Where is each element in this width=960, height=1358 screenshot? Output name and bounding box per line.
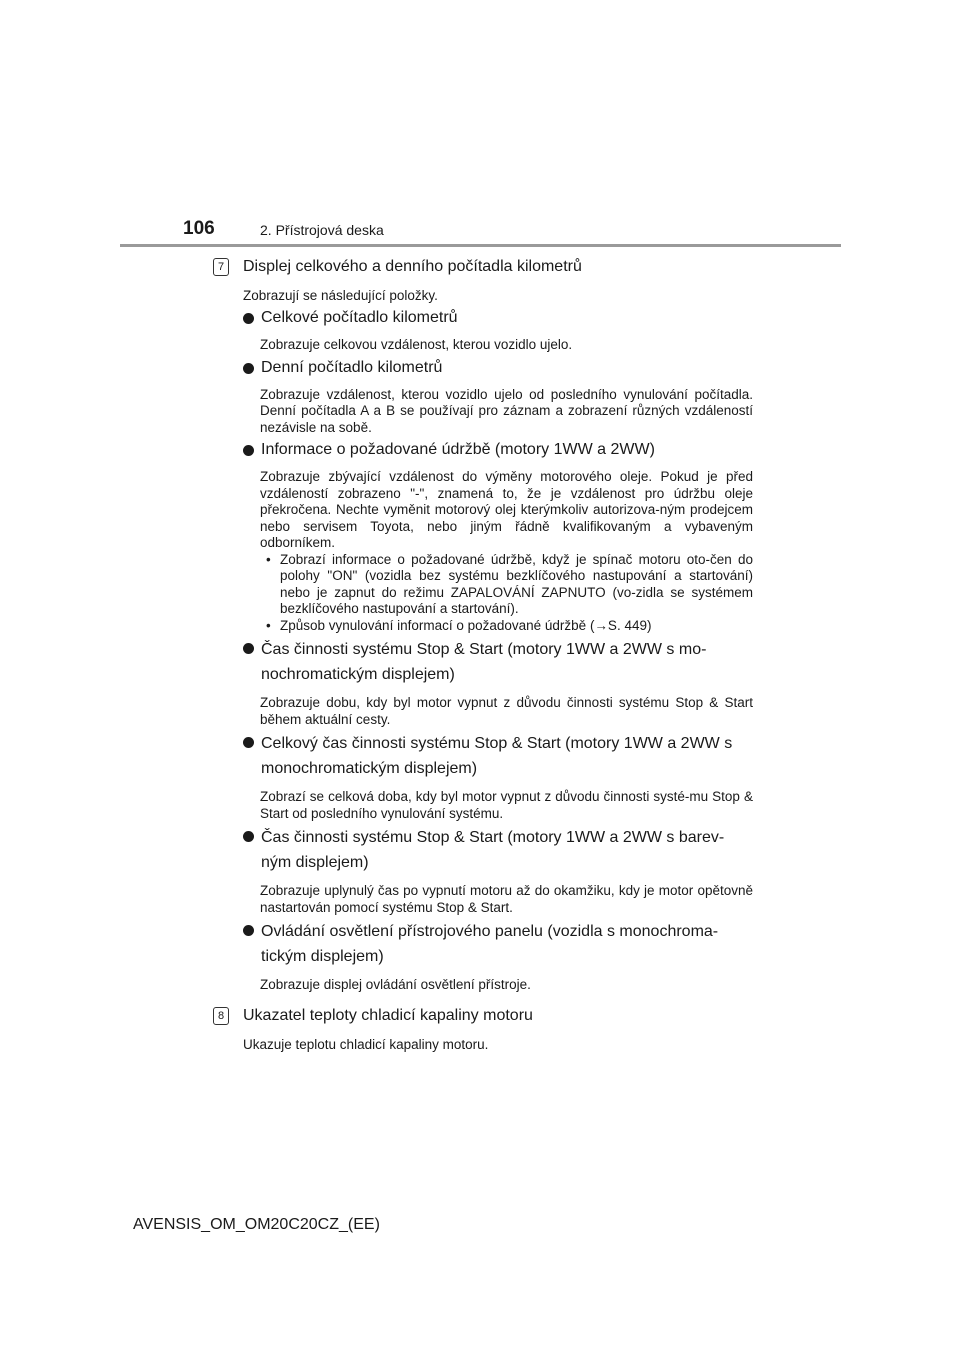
bullet-icon bbox=[243, 445, 254, 456]
list-item bbox=[213, 357, 753, 437]
list-item bbox=[213, 439, 753, 634]
item-description: Zobrazuje uplynulý čas po vypnutí motoru až do okamžiku, kdy je motor opětovně nastartován pomocí systému Stop & Start. bbox=[260, 883, 753, 915]
item-title: Denní počítadlo kilometrů bbox=[261, 358, 443, 376]
bullet-icon bbox=[243, 313, 254, 324]
item-title: Ovládání osvětlení přístrojového panelu (vozidla s monochroma-tickým displejem) bbox=[261, 923, 719, 965]
item-title: Čas činnosti systému Stop & Start (motory 1WW a 2WW s barev-ným displejem) bbox=[261, 829, 725, 871]
page-number: 106 bbox=[183, 218, 215, 239]
list-item bbox=[213, 919, 753, 994]
note-text: Zobrazí informace o požadované údržbě, když je spínač motoru oto-čen do polohy "ON" (vozidla bez systému bezklíčového nastupování a startování) nebo je zapnut do režimu ZAPALOVÁNÍ ZAPNUTO (vo-zidla se systémem bezklíčového nastupování a startování). bbox=[280, 551, 753, 616]
item-description: Zobrazuje displej ovládání osvětlení přístroje. bbox=[260, 977, 531, 992]
section-7-heading bbox=[213, 256, 753, 278]
section-8-description: Ukazuje teplotu chladicí kapaliny motoru. bbox=[243, 1036, 489, 1052]
note-bullet-icon: • bbox=[266, 551, 271, 567]
item-title: Čas činnosti systému Stop & Start (motory 1WW a 2WW s mo-nochromatickým displejem) bbox=[261, 641, 707, 683]
section-7-title: Displej celkového a denního počítadla kilometrů bbox=[243, 258, 582, 275]
item-description bbox=[260, 469, 753, 634]
list-item bbox=[213, 825, 753, 916]
item-description: Zobrazuje celkovou vzdálenost, kterou vozidlo ujelo. bbox=[260, 337, 573, 352]
list-item bbox=[213, 307, 753, 354]
header-divider bbox=[120, 244, 841, 247]
item-title: Celkový čas činnosti systému Stop & Start (motory 1WW a 2WW s monochromatickým displejem) bbox=[261, 735, 733, 777]
bullet-icon bbox=[243, 363, 254, 374]
list-item bbox=[213, 731, 753, 822]
item-title: Informace o požadované údržbě (motory 1WW a 2WW) bbox=[261, 441, 655, 458]
note bbox=[266, 552, 753, 618]
section-8-heading bbox=[213, 1005, 753, 1027]
bullet-icon bbox=[243, 831, 254, 842]
bullet-icon bbox=[243, 737, 254, 748]
document-code: AVENSIS_OM_OM20C20CZ_(EE) bbox=[133, 1216, 380, 1233]
item-description: Zobrazuje vzdálenost, kterou vozidlo ujelo od posledního vynulování počítadla. Denní počítadla A a B se používají pro záznam a zobrazení různých vzdáleností nezávisle na sobě. bbox=[260, 386, 753, 435]
bullet-icon bbox=[243, 643, 254, 654]
item-title: Celkové počítadlo kilometrů bbox=[261, 309, 458, 326]
page-content bbox=[213, 256, 753, 1053]
section-8 bbox=[213, 1005, 753, 1053]
section-title: 2. Přístrojová deska bbox=[260, 222, 384, 238]
bullet-icon bbox=[243, 925, 254, 936]
note-bullet-icon: • bbox=[266, 617, 271, 633]
number-8-icon: 8 bbox=[213, 1007, 229, 1025]
note bbox=[266, 618, 753, 635]
section-7 bbox=[213, 256, 753, 994]
number-7-icon: 7 bbox=[213, 258, 229, 276]
section-7-intro: Zobrazují se následující položky. bbox=[243, 288, 438, 303]
item-description: Zobrazí se celková doba, kdy byl motor vypnut z důvodu činnosti systé-mu Stop & Start od posledního vynulování systému. bbox=[260, 789, 753, 821]
item-description-text: Zobrazuje zbývající vzdálenost do výměny motorového oleje. Pokud je před vzdáleností zobrazeno "-", znamená to, že je vzdálenost pro údržbu oleje překročena. Nechte vyměnit motorový olej kterýmkoliv autorizova-ným prodejcem nebo servisem Toyota, nebo jiným řádně kvalifikovaným a vybaveným odborníkem. bbox=[260, 469, 753, 550]
section-8-title: Ukazatel teploty chladicí kapaliny motoru bbox=[243, 1006, 533, 1024]
note-text: Způsob vynulování informací o požadované údržbě (→S. 449) bbox=[280, 617, 652, 633]
list-item bbox=[213, 637, 753, 728]
item-description: Zobrazuje dobu, kdy byl motor vypnut z důvodu činnosti systému Stop & Start během aktuální cesty. bbox=[260, 695, 753, 727]
